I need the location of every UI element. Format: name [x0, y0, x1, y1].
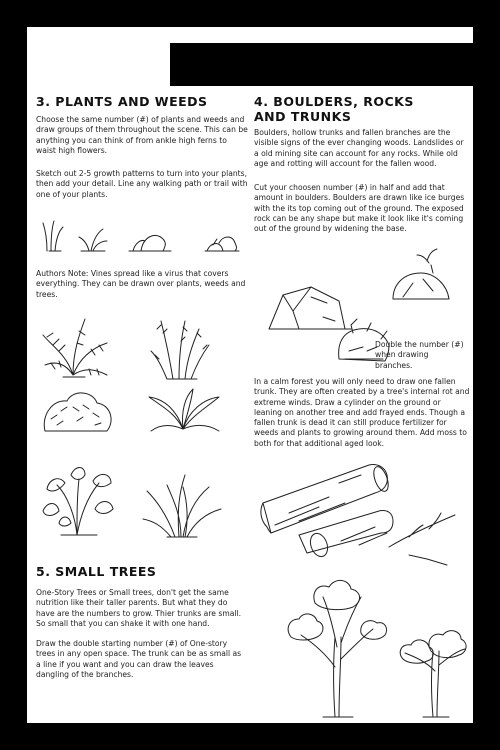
plants-paragraph-3: Authors Note: Vines spread like a virus that covers everything. They can be drawn over plants, weeds and trees.	[36, 269, 246, 299]
trees-heading: 5. SMALL TREES	[36, 564, 157, 579]
small-trees-drawing	[263, 567, 473, 723]
branches-note: Double the number (#) when drawing branches.	[375, 340, 464, 370]
boulders-paragraph-1: Boulders, hollow trunks and fallen branches are the visible signs of the ever changing woods. Landslides or a old mining site can account for any rocks. While old age and rotting will account for the fallen wood.	[254, 128, 464, 168]
plants-paragraph-1: Choose the same number (#) of plants and weeds and draw groups of them throughout the scene. This can be anything you can think of from ankle high ferns to waist high flowers.	[36, 115, 248, 155]
plants-paragraph-2: Sketch out 2-5 growth patterns to turn into your plants, then add your detail. Line any walking path or trail with one of your plants.	[36, 169, 248, 199]
boulders-heading: 4. BOULDERS, ROCKS AND TRUNKS	[254, 94, 414, 124]
page	[27, 27, 473, 723]
fallen-trunk-drawing	[259, 455, 469, 575]
boulders-paragraph-2: Cut your choosen number (#) in half and add that amount in boulders. Boulders are drawn like ice burges with the its top coming out of the ground. The exposed rock can be any shape but make it look like it's coming out of the ground by widening the base.	[254, 183, 465, 234]
growth-patterns-illustration	[37, 217, 247, 257]
boulder-drawings	[263, 239, 473, 349]
plant-drawings-left	[37, 315, 247, 545]
trees-paragraph-1: One-Story Trees or Small trees, don't get the same nutrition like their taller parents. But what they do have are the numbers to grow. Thier trunks are small. So small that you can shake it with one hand.	[36, 588, 242, 628]
trees-paragraph-2: Draw the double starting number (#) of One-story trees in any open space. The trunk can be as small as a line if you want and you can draw the leaves dangling of the branches.	[36, 639, 242, 679]
header-black-bar	[170, 43, 473, 86]
plants-heading: 3. PLANTS AND WEEDS	[36, 94, 208, 109]
boulders-paragraph-3: In a calm forest you will only need to draw one fallen trunk. They are often created by a tree's internal rot and extreme winds. Draw a cylinder on the ground or leaning on another tree and add frayed ends. Though a fallen trunk is dead it can still produce fertilizer for weeds and plants to growing around them. Add moss to both for that additional aged look.	[254, 377, 470, 448]
